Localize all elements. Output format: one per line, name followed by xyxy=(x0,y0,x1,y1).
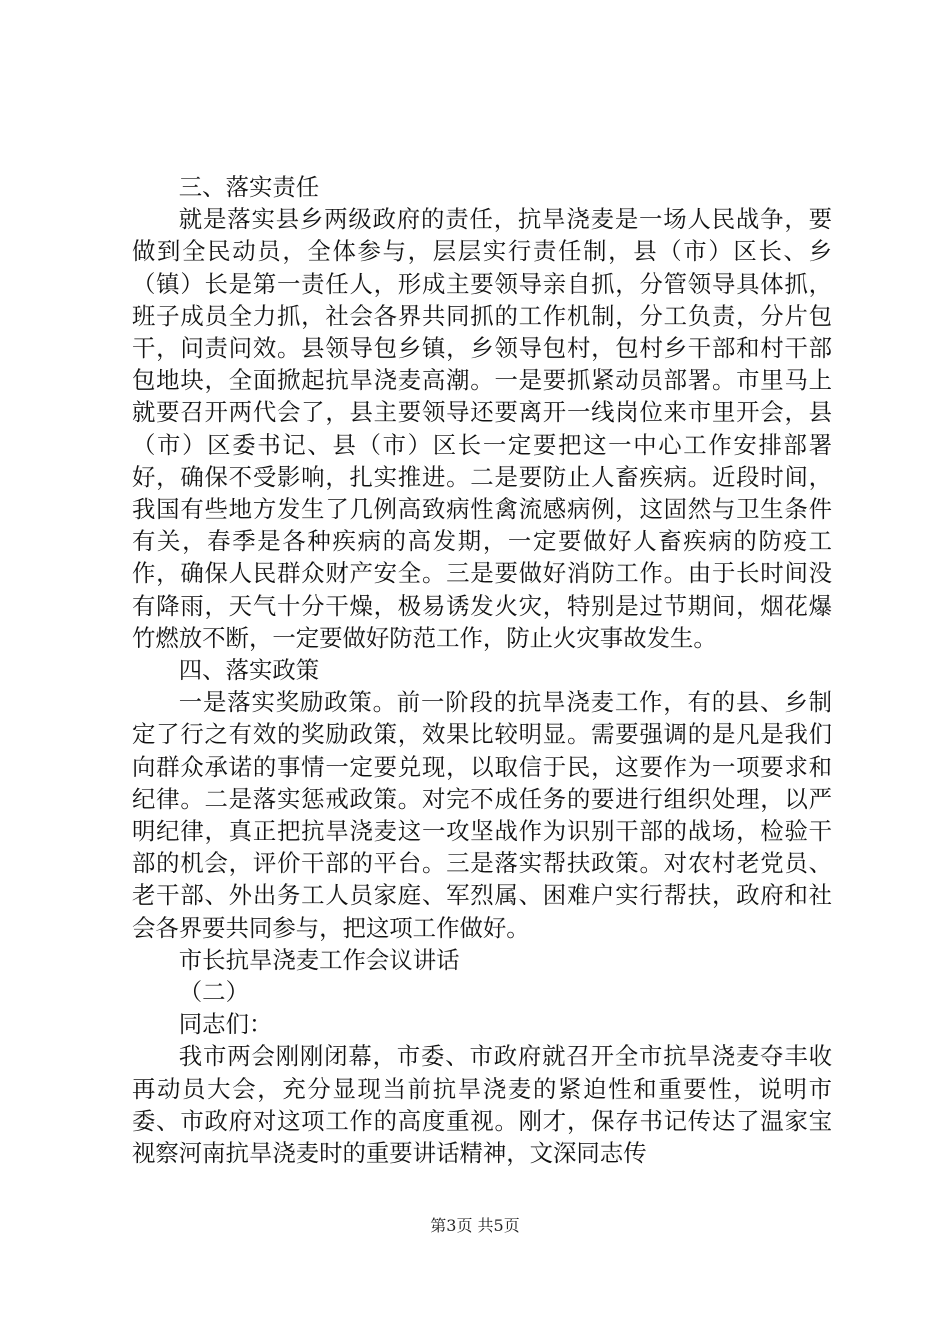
body-paragraph-opening: 我市两会刚刚闭幕，市委、市政府就召开全市抗旱浇麦夺丰收再动员大会，充分显现当前抗旱浇麦的紧迫性和重要性，说明市委、市政府对这项工作的高度重视。刚才，保存书记传达了温家宝视察河南抗旱浇麦时的重要讲话精神，文深同志传 xyxy=(132,1042,832,1168)
body-paragraph-policy: 一是落实奖励政策。前一阶段的抗旱浇麦工作，有的县、乡制定了行之有效的奖励政策，效果比较明显。需要强调的是凡是我们向群众承诺的事情一定要兑现，以取信于民，这要作为一项要求和纪律。二是落实惩戒政策。对完不成任务的要进行组织处理，以严明纪律，真正把抗旱浇麦这一攻坚战作为识别干部的战场，检验干部的机会，评价干部的平台。三是落实帮扶政策。对农村老党员、老干部、外出务工人员家庭、军烈属、困难户实行帮扶，政府和社会各界要共同参与，把这项工作做好。 xyxy=(132,688,832,942)
body-paragraph-responsibility: 就是落实县乡两级政府的责任，抗旱浇麦是一场人民战争，要做到全民动员，全体参与，层层实行责任制，县（市）区长、乡（镇）长是第一责任人，形成主要领导亲自抓，分管领导具体抓，班子成员全力抓，社会各界共同抓的工作机制，分工负责，分片包干，问责问效。县领导包乡镇，乡领导包村，包村乡干部和村干部包地块，全面掀起抗旱浇麦高潮。一是要抓紧动员部署。市里马上就要召开两代会了，县主要领导还要离开一线岗位来市里开会，县（市）区委书记、县（市）区长一定要把这一中心工作安排部署好，确保不受影响，扎实推进。二是要防止人畜疾病。近段时间，我国有些地方发生了几例高致病性禽流感病例，这固然与卫生条件有关，春季是各种疾病的高发期，一定要做好人畜疾病的防疫工作，确保人民群众财产安全。三是要做好消防工作。由于长时间没有降雨，天气十分干燥，极易诱发火灾，特别是过节期间，烟花爆竹燃放不断，一定要做好防范工作，防止火灾事故发生。 xyxy=(132,205,832,652)
speech-part-number: （二） xyxy=(178,978,249,1007)
speech-title: 市长抗旱浇麦工作会议讲话 xyxy=(178,945,460,974)
page-footer: 第3页 共5页 xyxy=(430,1216,520,1235)
section-heading-responsibility: 三、落实责任 xyxy=(178,173,320,201)
document-body xyxy=(132,171,832,1169)
section-heading-policy: 四、落实政策 xyxy=(178,656,320,685)
salutation: 同志们： xyxy=(178,1010,273,1039)
